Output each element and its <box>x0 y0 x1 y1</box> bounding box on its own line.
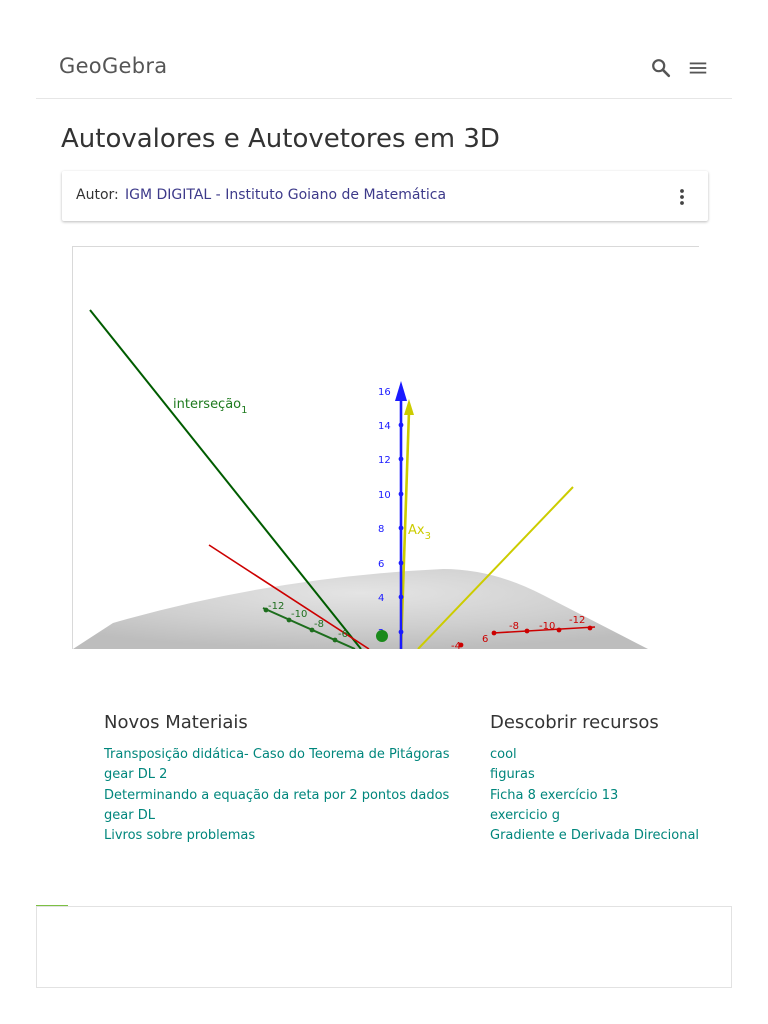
axis-tick-label: 12 <box>378 455 391 466</box>
axis-tick-label: 16 <box>378 387 391 398</box>
author-label: Autor: <box>76 187 119 203</box>
intersection-label: interseção$_1$ <box>173 397 248 416</box>
resource-link[interactable]: Ficha 8 exercício 13 <box>490 787 619 803</box>
search-icon[interactable] <box>650 57 672 79</box>
geogebra-3d-applet[interactable] <box>72 246 699 649</box>
resource-link[interactable]: figuras <box>490 767 535 783</box>
axis-tick-mark <box>399 526 404 531</box>
axis-tick-label: 6 <box>482 634 489 645</box>
axis-tick-mark <box>399 389 404 394</box>
axis-tick-mark <box>399 561 404 566</box>
material-link[interactable]: gear DL 2 <box>104 767 168 783</box>
axis-tick-mark <box>399 630 404 635</box>
yellow-vector-arrowhead <box>404 399 414 415</box>
axis-tick-label: -8 <box>509 621 519 632</box>
material-link[interactable]: gear DL <box>104 807 155 823</box>
axis-tick-label: 4 <box>378 593 385 604</box>
more-vertical-icon[interactable] <box>672 186 692 208</box>
material-link[interactable]: Livros sobre problemas <box>104 828 256 844</box>
ax3-label: $Ax_3$ <box>408 523 431 542</box>
ad-banner[interactable] <box>36 906 732 988</box>
author-link[interactable]: IGM DIGITAL - Instituto Goiano de Matemática <box>125 187 447 203</box>
resource-link[interactable]: Gradiente e Derivada Direcional <box>490 828 700 844</box>
axis-tick-label: 6 <box>378 559 385 570</box>
axis-tick-label: 10 <box>378 490 391 501</box>
discover-resources-section <box>490 712 699 846</box>
axis-tick-label: -10 <box>291 609 308 620</box>
hamburger-menu-icon[interactable] <box>687 57 709 79</box>
axis-tick-mark <box>399 457 404 462</box>
material-link[interactable]: Determinando a equação da reta por 2 pontos dados <box>104 787 450 803</box>
page-title: Autovalores e Autovetores em 3D <box>61 124 500 154</box>
axis-tick-label: -12 <box>268 601 285 612</box>
axis-tick-label: -8 <box>314 619 324 630</box>
resource-link[interactable]: exercicio g <box>490 807 560 823</box>
axis-tick-mark <box>399 595 404 600</box>
green-point[interactable] <box>376 630 388 642</box>
axis-tick-label: 14 <box>378 421 391 432</box>
resource-link[interactable]: cool <box>490 747 517 762</box>
axis-tick-label: -4 <box>451 641 461 649</box>
axis-tick-mark <box>399 492 404 497</box>
plane-surface <box>73 569 648 649</box>
author-card <box>62 171 708 221</box>
axis-tick-label: -10 <box>539 621 556 632</box>
axis-tick-label: 8 <box>378 524 385 535</box>
material-link[interactable]: Transposição didática- Caso do Teorema de Pitágoras <box>104 747 450 762</box>
axis-tick-mark <box>557 628 562 633</box>
geogebra-logo[interactable] <box>59 54 167 78</box>
logo-text: GeoGebra <box>59 54 168 78</box>
axis-tick-label: -12 <box>569 615 586 626</box>
axis-tick-mark <box>588 626 593 631</box>
new-materials-section <box>104 712 450 846</box>
axis-tick-mark <box>492 631 497 636</box>
new-materials-heading: Novos Materiais <box>104 712 248 733</box>
site-header <box>36 36 732 99</box>
axis-tick-mark <box>525 629 530 634</box>
discover-heading: Descobrir recursos <box>490 712 659 733</box>
axis-tick-mark <box>333 638 338 643</box>
axis-tick-mark <box>399 423 404 428</box>
axis-tick-label: -6 <box>338 629 348 640</box>
applet-3d-canvas[interactable] <box>73 247 699 649</box>
